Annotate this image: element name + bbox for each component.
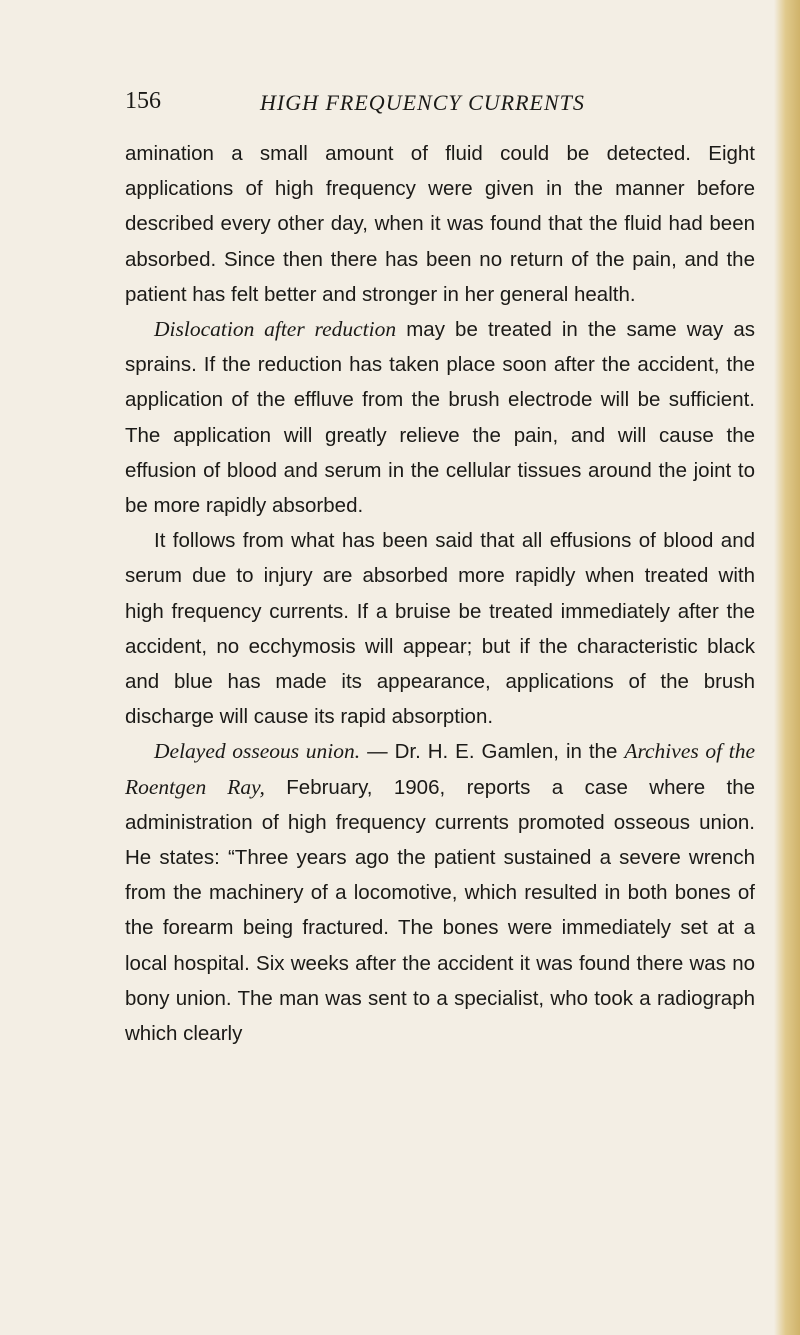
page-number: 156 xyxy=(125,88,161,114)
paragraph-osseous-text-a: — Dr. H. E. Gamlen, in the xyxy=(360,740,625,764)
paragraph-dislocation-text: may be treated in the same way as sprains. If the reduction has taken place soon after the accident, the application of the effluve from the brush electrode will be sufficient. The application will greatly relieve the pain, and will cause the effusion of blood and serum in the cellular tissues around the joint to be more rapidly absorbed. xyxy=(125,318,755,518)
body-text xyxy=(125,136,755,1051)
paragraph-effusions: It follows from what has been said that all effusions of blood and serum due to injury are absorbed more rapidly when treated with high frequency currents. If a bruise be treated immediately after the accident, no ecchymosis will appear; but if the characteristic black and blue has made its appearance, applications of the brush discharge will cause its rapid absorption. xyxy=(125,529,755,729)
paragraph-osseous-union xyxy=(125,734,755,1051)
page-header xyxy=(125,88,755,122)
paragraph-osseous-text-b: February, 1906, reports a case where the administration of high frequency currents promoted osseous union. He states: “Three years ago the patient sustained a severe wrench from the machinery of a locomotive, which resulted in both bones of the forearm being fractured. The bones were immediately set at a local hospital. Six weeks after the accident it was found there was no bony union. The man was sent to a specialist, who took a radiograph which clearly xyxy=(125,775,755,1046)
heading-osseous-union: Delayed osseous union. xyxy=(154,739,361,764)
paragraph-dislocation xyxy=(125,312,755,523)
running-head: HIGH FREQUENCY CURRENTS xyxy=(260,90,585,115)
page-edge xyxy=(774,0,800,1335)
heading-dislocation: Dislocation after reduction xyxy=(154,317,397,342)
journal-title: Archives of the Roentgen Ray, xyxy=(125,739,755,799)
paragraph-continuation: amination a small amount of fluid could be detected. Eight applications of high frequency were given in the manner before described every other day, when it was found that the fluid had been absorbed. Since then there has been no return of the pain, and the patient has felt better and stronger in her general health. xyxy=(125,142,755,306)
